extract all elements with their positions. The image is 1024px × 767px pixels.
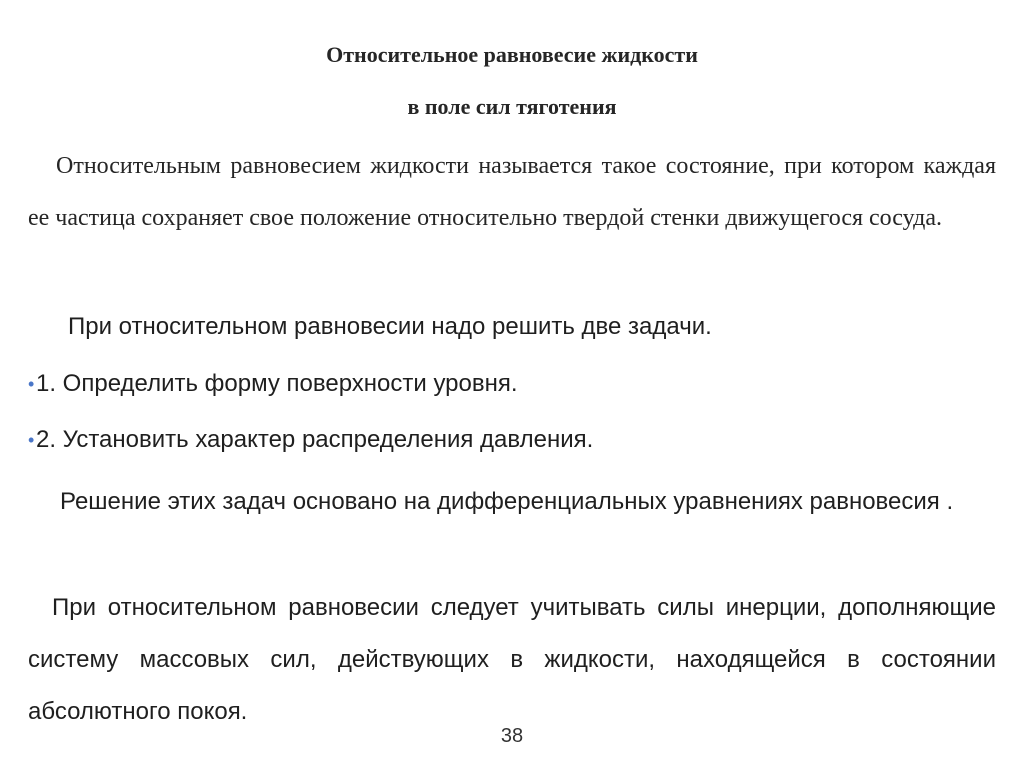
- task-item-text: 1. Определить форму поверхности уровня.: [36, 370, 518, 397]
- task-item-1: [28, 369, 996, 399]
- slide-title-line-2: в поле сил тяготения: [407, 94, 617, 119]
- bullet-icon: •: [28, 374, 35, 394]
- page-number: 38: [500, 725, 524, 747]
- solution-paragraph: Решение этих задач основано на дифференциальных уравнениях равновесия .: [60, 488, 954, 515]
- task-item-text: 2. Установить характер распределения давления.: [36, 426, 594, 453]
- bullet-icon: •: [28, 430, 35, 450]
- definition-paragraph: Относительным равновесием жидкости называется такое состояние, при котором каждая ее частица сохраняет свое положение относительно твердой стенки движущегося сосуда.: [28, 153, 996, 231]
- slide-title-line-1: Относительное равновесие жидкости: [326, 42, 698, 67]
- task-item-2: [28, 425, 996, 455]
- tasks-intro: При относительном равновесии надо решить две задачи.: [68, 313, 712, 340]
- inertia-paragraph: При относительном равновесии следует учитывать силы инерции, дополняющие систему массовых сил, действующих в жидкости, находящейся в состоянии абсолютного покоя.: [28, 594, 996, 725]
